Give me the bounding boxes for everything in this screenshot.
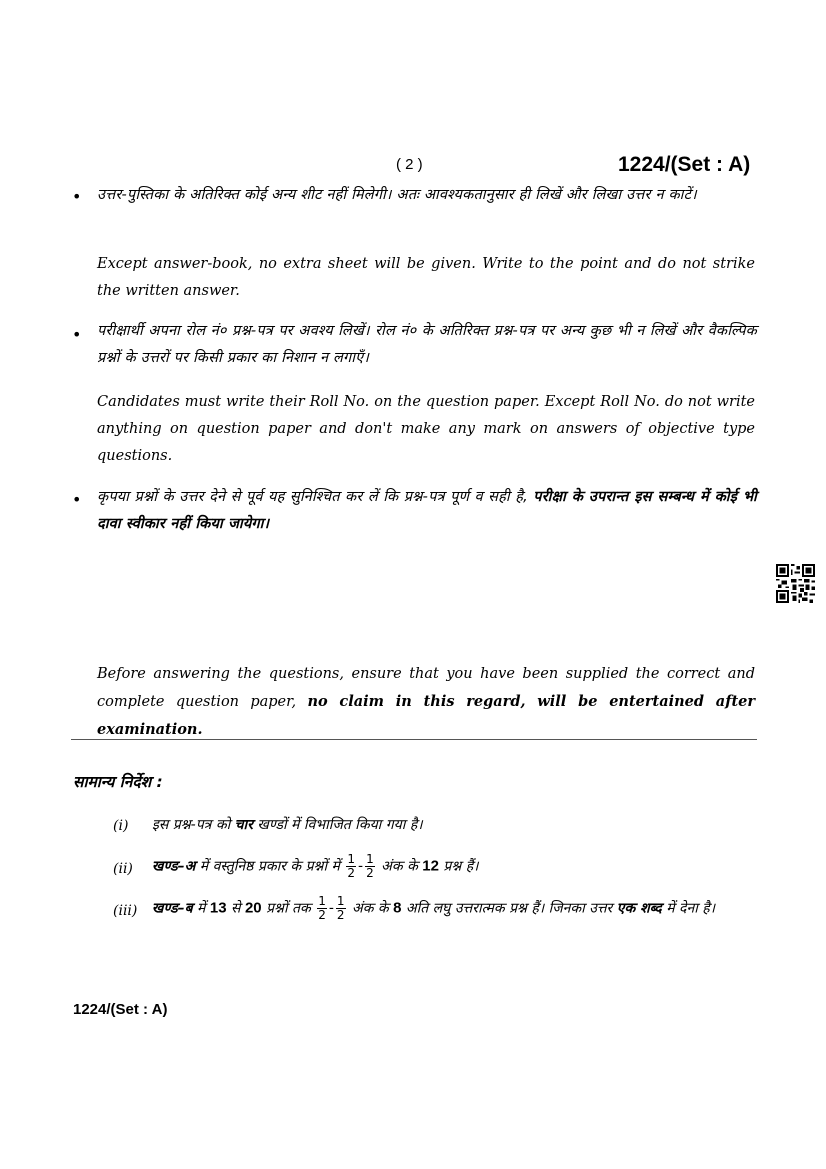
question-count: 8 xyxy=(393,899,402,917)
instruction-3-english xyxy=(97,661,755,744)
dash: - xyxy=(358,858,364,875)
set-code-header: 1224/(Set : A) xyxy=(618,153,751,176)
instruction-1-english: Except answer-book, no extra sheet will be given. Write to the point and do not strike the written answer. xyxy=(97,256,755,299)
instruction-2-hindi: परीक्षार्थी अपना रोल नं० प्रश्न-पत्र पर अवश्य लिखें। रोल नं० के अतिरिक्त प्रश्न-पत्र पर अन्य कुछ भी न लिखें और वैकल्पिक प्रश्नों के उत्तरों पर किसी प्रकार का निशान न लगाएँ। xyxy=(97,323,757,366)
bullet-icon: • xyxy=(72,325,82,344)
item-text: से xyxy=(231,900,241,917)
item-bold-text: चार xyxy=(234,817,253,833)
set-code-footer: 1224/(Set : A) xyxy=(73,1001,168,1018)
question-range-start: 13 xyxy=(209,899,227,917)
item-text: अंक के xyxy=(381,858,418,875)
item-text: अति लघु उत्तरात्मक प्रश्न हैं। जिनका उत्तर xyxy=(405,900,613,917)
item-number: (i) xyxy=(113,818,129,834)
item-bold-text: एक शब्द xyxy=(616,900,662,917)
general-instructions-heading: सामान्य निर्देश : xyxy=(73,773,163,791)
instruction-3-english-bold: no claim in this regard, will be entertained after examination. xyxy=(97,693,756,738)
instruction-2-english: Candidates must write their Roll No. on the question paper. Except Roll No. do not write anything on question paper and don't make any mark on answers of objective type questions. xyxy=(97,394,755,464)
question-range-end: 20 xyxy=(244,899,262,917)
section-b-label: खण्ड–ब xyxy=(152,900,193,917)
fraction-half: $\frac{1}{2}$ xyxy=(336,894,345,922)
general-instruction-item-2 xyxy=(152,853,752,880)
section-divider xyxy=(71,739,757,740)
item-text: इस प्रश्न-पत्र को xyxy=(152,817,231,833)
item-text: प्रश्नों तक xyxy=(266,900,311,917)
item-number: (ii) xyxy=(113,861,133,877)
instruction-3-hindi-bold: परीक्षा के उपरान्त इस सम्बन्ध में कोई भी दावा स्वीकार नहीं किया जायेगा। xyxy=(97,489,758,532)
instruction-3-hindi-text: कृपया प्रश्नों के उत्तर देने से पूर्व यह सुनिश्चित कर लें कि प्रश्न-पत्र पूर्ण व सही है, xyxy=(97,489,528,505)
instruction-1-hindi: उत्तर-पुस्तिका के अतिरिक्त कोई अन्य शीट नहीं मिलेगी। अतः आवश्यकतानुसार ही लिखें और लिखा उत्तर न काटें। xyxy=(97,187,697,203)
fraction-half: $\frac{1}{2}$ xyxy=(347,852,356,880)
bullet-icon: • xyxy=(72,490,82,509)
item-number: (iii) xyxy=(113,903,138,919)
item-text: में xyxy=(197,900,206,917)
bullet-icon: • xyxy=(72,187,82,206)
section-a-label: खण्ड–अ xyxy=(152,858,196,875)
general-instruction-item-3 xyxy=(152,895,760,922)
item-text: अंक के xyxy=(352,900,389,917)
page-number: ( 2 ) xyxy=(396,156,423,173)
dash: - xyxy=(328,900,334,917)
item-text: खण्डों में विभाजित किया गया है। xyxy=(257,817,423,833)
fraction-half: $\frac{1}{2}$ xyxy=(318,894,326,922)
item-text: में देना है। xyxy=(666,900,716,917)
fraction-half: $\frac{1}{2}$ xyxy=(366,852,374,880)
instruction-3-hindi xyxy=(97,484,757,538)
item-text: प्रश्न हैं। xyxy=(443,858,479,875)
question-count: 12 xyxy=(422,857,439,875)
item-text: में वस्तुनिष्ठ प्रकार के प्रश्नों में xyxy=(199,858,340,875)
instruction-3-english-text: Before answering the questions, ensure that you have been supplied the correct and complete question paper, xyxy=(97,666,755,710)
general-instruction-item-1 xyxy=(152,813,752,837)
qr-code xyxy=(776,564,815,603)
